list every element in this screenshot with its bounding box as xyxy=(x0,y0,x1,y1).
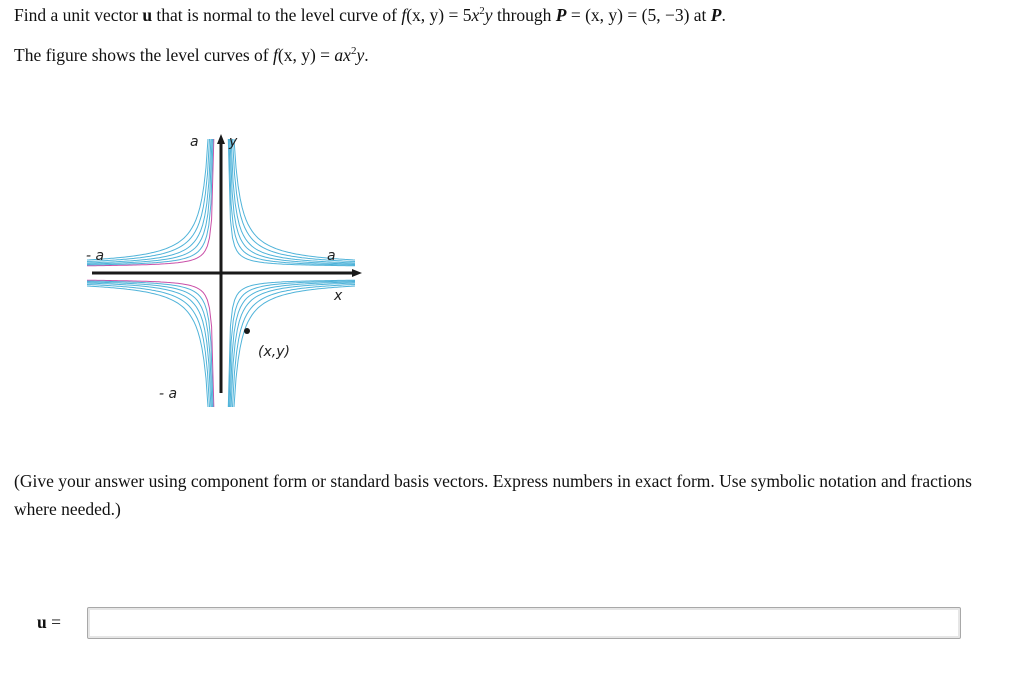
var-ax: ax xyxy=(334,45,351,65)
vector-u: u xyxy=(142,5,153,25)
text: (x, y) xyxy=(277,45,316,65)
text: . xyxy=(364,45,369,65)
level-curve xyxy=(87,286,208,407)
question-line-1 xyxy=(14,5,726,26)
level-curves-figure xyxy=(80,118,380,408)
level-curve xyxy=(231,139,355,263)
point-P: P xyxy=(710,5,722,25)
text: = (x, y) = (5, −3) at xyxy=(566,5,711,25)
point-P: P xyxy=(555,5,567,25)
level-curve xyxy=(87,139,213,265)
instructions: (Give your answer using component form or standard basis vectors. Express numbers in exact form. Use symbolic notation and fractions where needed.) xyxy=(14,471,972,519)
level-curve xyxy=(87,139,208,260)
text: that is normal to the level curve of xyxy=(152,5,402,25)
equals-sign: = xyxy=(46,612,61,632)
level-curve xyxy=(87,281,213,407)
level-curve xyxy=(87,282,212,407)
label-a-top: a xyxy=(190,134,199,150)
level-curve xyxy=(234,139,355,260)
label-y: y xyxy=(229,134,238,150)
point-marker xyxy=(244,328,250,334)
level-curve xyxy=(87,283,211,407)
level-curve xyxy=(234,286,355,407)
text: (x, y) xyxy=(406,5,445,25)
var-x: x xyxy=(471,5,480,25)
var-y: y xyxy=(356,45,365,65)
exponent: 2 xyxy=(479,5,485,17)
label-neg-a-bottom: - a xyxy=(159,386,178,402)
text: = xyxy=(315,45,335,65)
x-axis-arrow xyxy=(352,269,362,277)
label-neg-a-left: - a xyxy=(86,248,105,264)
label-point: (x,y) xyxy=(258,344,290,360)
text: = 5 xyxy=(444,5,472,25)
text: The figure shows the level curves of xyxy=(14,45,274,65)
var-y: y xyxy=(484,5,493,25)
label-a-right: a xyxy=(327,248,336,264)
level-curves-svg xyxy=(80,118,380,408)
function-f: f xyxy=(273,45,278,65)
text: Find a unit vector xyxy=(14,5,143,25)
level-curve xyxy=(87,285,210,408)
question-line-2 xyxy=(14,45,369,66)
text: . xyxy=(721,5,726,25)
level-curve xyxy=(87,139,210,262)
label-x: x xyxy=(334,288,343,304)
text: through xyxy=(492,5,556,25)
level-curve xyxy=(230,139,355,264)
level-curve xyxy=(233,139,356,262)
answer-label xyxy=(37,612,61,633)
exponent: 2 xyxy=(350,45,357,57)
level-curve xyxy=(229,139,355,265)
level-curve xyxy=(228,139,355,266)
level-curve xyxy=(87,139,214,266)
level-curve xyxy=(87,139,212,264)
vector-u: u xyxy=(37,612,47,632)
level-curve xyxy=(87,139,211,263)
level-curve xyxy=(87,280,214,407)
y-axis-arrow xyxy=(217,134,225,144)
function-f: f xyxy=(401,5,407,25)
answer-input[interactable] xyxy=(87,607,961,639)
